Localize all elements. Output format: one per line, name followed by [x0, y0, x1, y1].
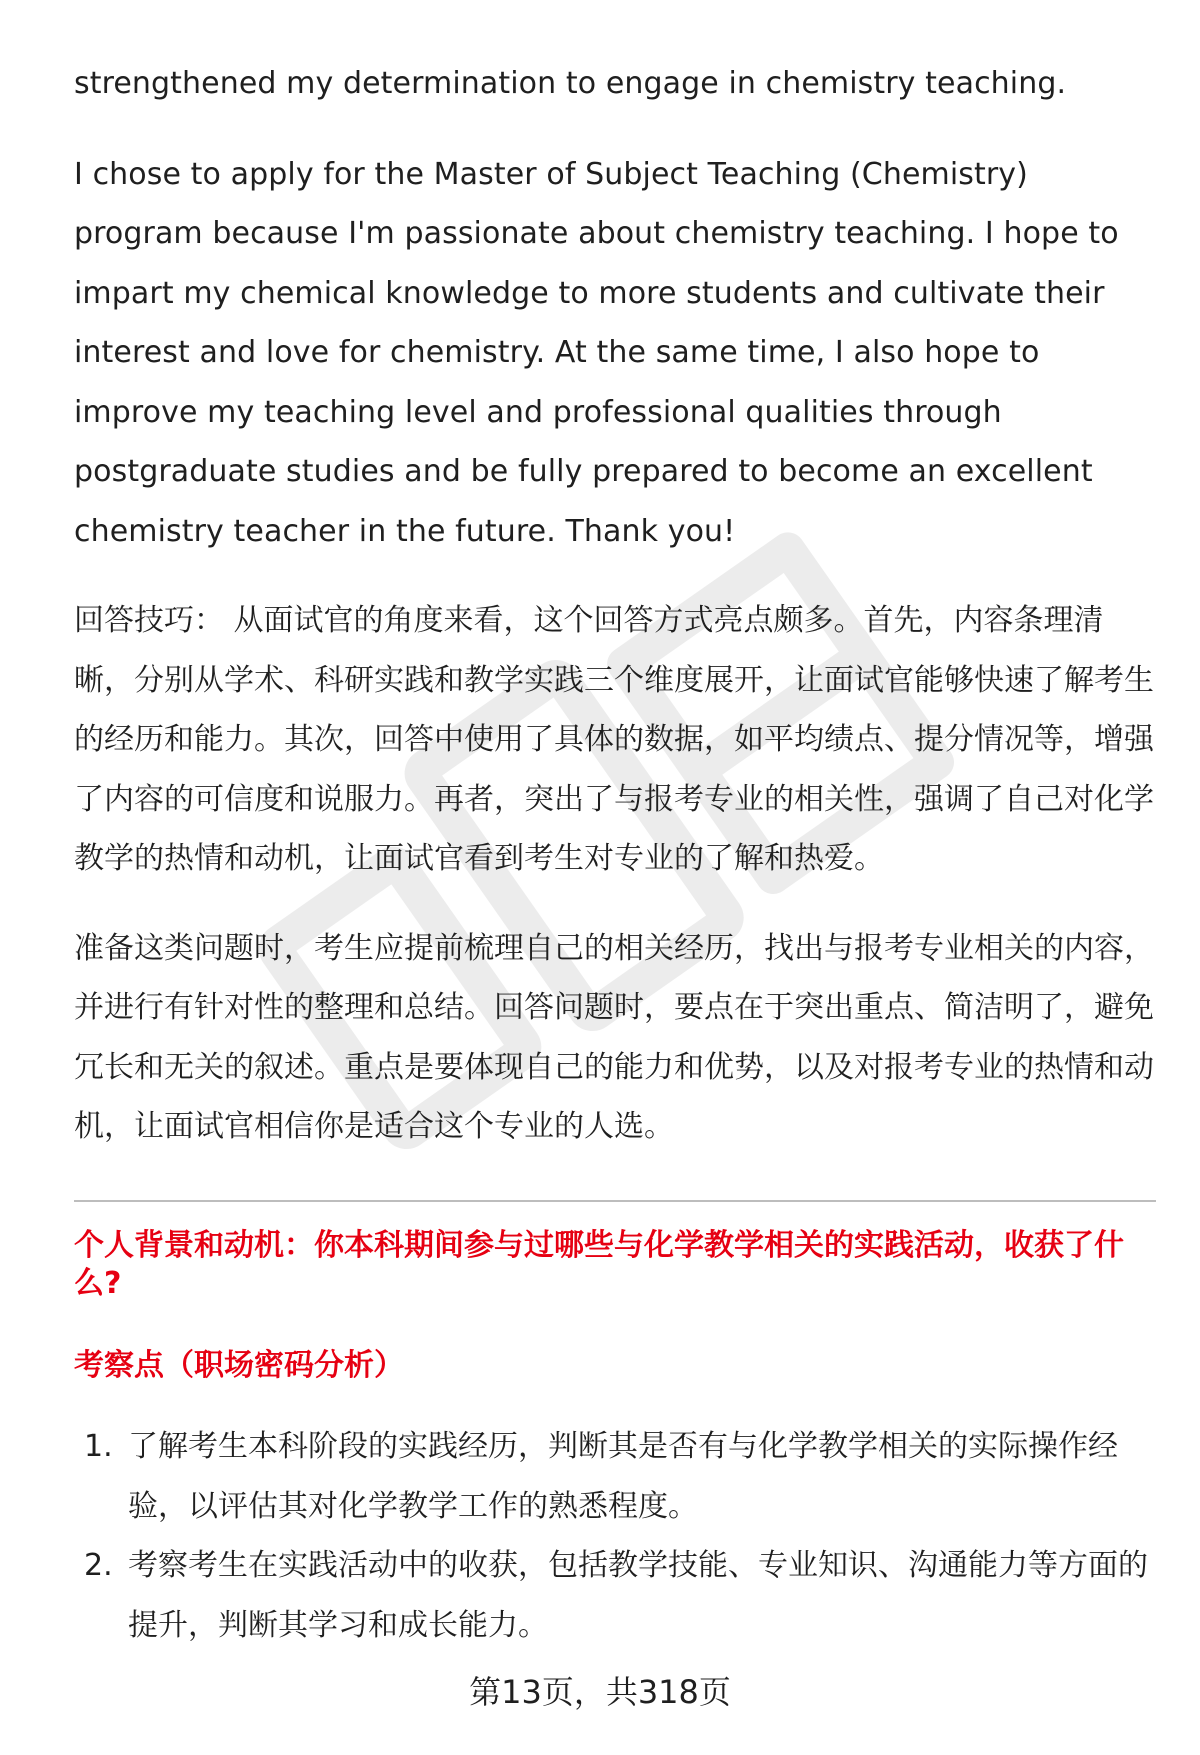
question-heading: 个人背景和动机：你本科期间参与过哪些与化学教学相关的实践活动，收获了什么?	[74, 1228, 1124, 1301]
assessment-points-list	[74, 1417, 1156, 1655]
list-item-number: 2.	[84, 1548, 113, 1583]
list-item-text: 了解考生本科阶段的实践经历，判断其是否有与化学教学相关的实际操作经验，以评估其对化学教学工作的熟悉程度。	[128, 1429, 1118, 1524]
list-item	[74, 1417, 1156, 1536]
answer-tips-paragraph: 回答技巧： 从面试官的角度来看，这个回答方式亮点颇多。首先，内容条理清晰，分别从学术、科研实践和教学实践三个维度展开，让面试官能够快速了解考生的经历和能力。其次，回答中使用了具体的数据，如平均绩点、提分情况等，增强了内容的可信度和说服力。再者，突出了与报考专业的相关性，强调了自己对化学教学的热情和动机，让面试官看到考生对专业的了解和热爱。	[74, 603, 1154, 876]
list-item-number: 1.	[84, 1429, 113, 1464]
list-item-text: 考察考生在实践活动中的收获，包括教学技能、专业知识、沟通能力等方面的提升，判断其学习和成长能力。	[128, 1548, 1148, 1643]
preparation-advice-paragraph: 准备这类问题时，考生应提前梳理自己的相关经历，找出与报考专业相关的内容，并进行有针对性的整理和总结。回答问题时，要点在于突出重点、简洁明了，避免冗长和无关的叙述。重点是要体现自己的能力和优势，以及对报考专业的热情和动机，让面试官相信你是适合这个专业的人选。	[74, 930, 1154, 1144]
page-footer: 第13页，共318页	[469, 1673, 731, 1711]
section-divider	[74, 1200, 1156, 1202]
list-item	[74, 1536, 1156, 1655]
answer-paragraph-motivation: I chose to apply for the Master of Subject Teaching (Chemistry) program because I'm passionate about chemistry teaching. I hope to impart my chemical knowledge to more students and cultivate their interest and love for chemistry. At the same time, I also hope to improve my teaching level and professional qualities through postgraduate studies and be fully prepared to become an excellent chemistry teacher in the future. Thank you!	[74, 156, 1119, 549]
main-content	[74, 54, 1156, 1187]
answer-paragraph-continuation: strengthened my determination to engage in chemistry teaching.	[74, 66, 1067, 101]
assessment-points-heading: 考察点（职场密码分析）	[74, 1348, 404, 1383]
